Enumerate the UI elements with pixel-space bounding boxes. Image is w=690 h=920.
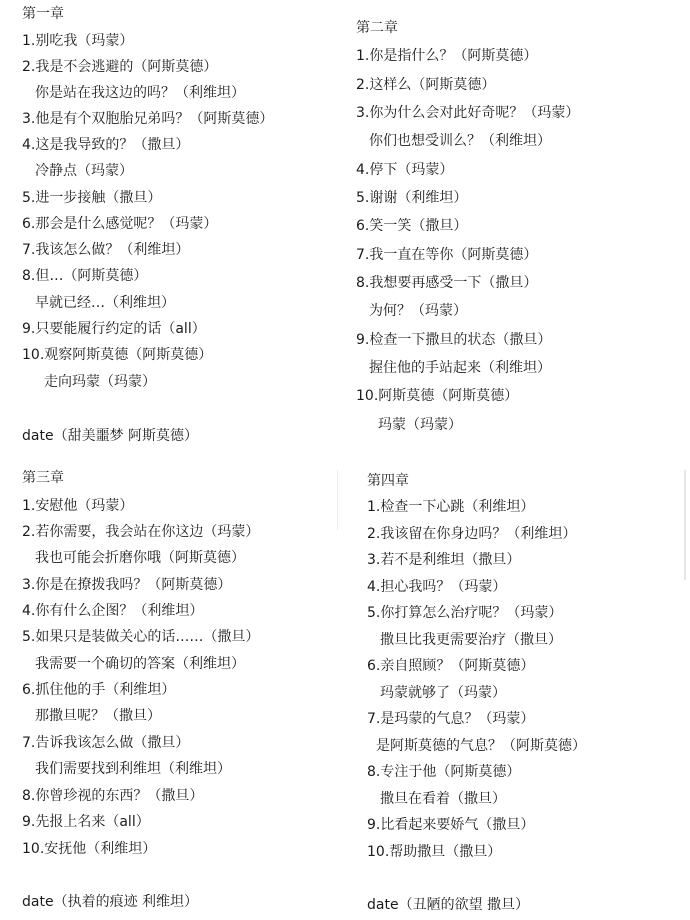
list-item: 9.只要能履行约定的话（all） [22,321,206,337]
list-item: 2.我是不会逃避的（阿斯莫德） [22,59,218,75]
list-item: 8.专注于他（阿斯莫德） [367,764,521,780]
list-item: 7.我该怎么做？（利维坦） [22,242,190,258]
chapter-title: 第三章 [22,470,64,486]
list-item: 10.阿斯莫德（阿斯莫德） [356,388,519,404]
list-item: 6.抓住他的手（利维坦） [22,682,176,698]
list-item: 6.亲自照顾？（阿斯莫德） [367,658,535,674]
list-item: 10.观察阿斯莫德（阿斯莫德） [22,347,213,363]
list-item: 10.安抚他（利维坦） [22,841,157,857]
list-item: 5.你打算怎么治疗呢？（玛蒙） [367,605,563,621]
list-item: 4.担心我吗？（玛蒙） [367,579,507,595]
scrollbar[interactable] [684,470,686,580]
list-item: 4.这是我导致的？（撒旦） [22,137,190,153]
list-item: 6.笑一笑（撒旦） [356,218,468,234]
list-item: 我们需要找到利维坦（利维坦） [35,761,231,777]
list-item: 2.我该留在你身边吗？（利维坦） [367,526,577,542]
list-item: 8.但…（阿斯莫德） [22,268,148,284]
list-item: 9.检查一下撒旦的状态（撒旦） [356,332,552,348]
list-item: 2.若你需要，我会站在你这边（玛蒙） [22,524,260,540]
list-item: 7.告诉我该怎么做（撒旦） [22,735,190,751]
list-item: 5.谢谢（利维坦） [356,190,468,206]
list-item: 1.你是指什么？（阿斯莫德） [356,48,538,64]
list-item: 7.我一直在等你（阿斯莫德） [356,247,538,263]
list-item: 你是站在我这边的吗？（利维坦） [35,85,245,101]
date-route: date（甜美噩梦 阿斯莫德） [22,428,199,444]
date-route: date（执着的痕迹 利维坦） [22,894,199,910]
list-item: 7.是玛蒙的气息？（玛蒙） [367,711,535,727]
list-item: 10.帮助撒旦（撒旦） [367,844,502,860]
list-item: 9.先报上名来（all） [22,814,150,830]
list-item: 那撒旦呢？（撒旦） [35,708,161,724]
chapter-title: 第四章 [367,473,409,489]
list-item: 3.你为什么会对此好奇呢？（玛蒙） [356,105,580,121]
list-item: 8.我想要再感受一下（撒旦） [356,275,538,291]
list-item: 早就已经…（利维坦） [35,295,175,311]
list-item: 撒旦在看着（撒旦） [380,791,506,807]
list-item: 5.如果只是装做关心的话……（撒旦） [22,629,260,645]
list-item: 走向玛蒙（玛蒙） [44,374,156,390]
list-item: 1.别吃我（玛蒙） [22,33,134,49]
chapter-title: 第二章 [356,20,398,36]
list-item: 1.检查一下心跳（利维坦） [367,499,535,515]
list-item: 6.那会是什么感觉呢？（玛蒙） [22,216,218,232]
date-route: date（丑陋的欲望 撒旦） [367,897,530,913]
list-item: 4.停下（玛蒙） [356,162,454,178]
list-item: 冷静点（玛蒙） [35,163,133,179]
list-item: 我也可能会折磨你哦（阿斯莫德） [35,550,245,566]
list-item: 玛蒙就够了（玛蒙） [380,685,506,701]
list-item: 玛蒙（玛蒙） [378,417,462,433]
list-item: 为何？（玛蒙） [369,303,467,319]
list-item: 撒旦比我更需要治疗（撒旦） [380,632,562,648]
list-item: 5.进一步接触（撒旦） [22,190,162,206]
chapter-title: 第一章 [22,6,64,22]
list-item: 2.这样么（阿斯莫德） [356,77,496,93]
list-item: 你们也想受训么？（利维坦） [369,133,551,149]
list-item: 是阿斯莫德的气息？（阿斯莫德） [376,738,586,754]
list-item: 3.若不是利维坦（撒旦） [367,552,521,568]
list-item: 3.你是在撩拨我吗？（阿斯莫德） [22,577,232,593]
list-item: 8.你曾珍视的东西？（撒旦） [22,788,204,804]
list-item: 1.安慰他（玛蒙） [22,498,134,514]
list-item: 握住他的手站起来（利维坦） [369,360,551,376]
page-divider [337,470,338,530]
list-item: 3.他是有个双胞胎兄弟吗？（阿斯莫德） [22,111,274,127]
list-item: 我需要一个确切的答案（利维坦） [35,656,245,672]
list-item: 9.比看起来要娇气（撒旦） [367,817,535,833]
list-item: 4.你有什么企图？（利维坦） [22,603,204,619]
